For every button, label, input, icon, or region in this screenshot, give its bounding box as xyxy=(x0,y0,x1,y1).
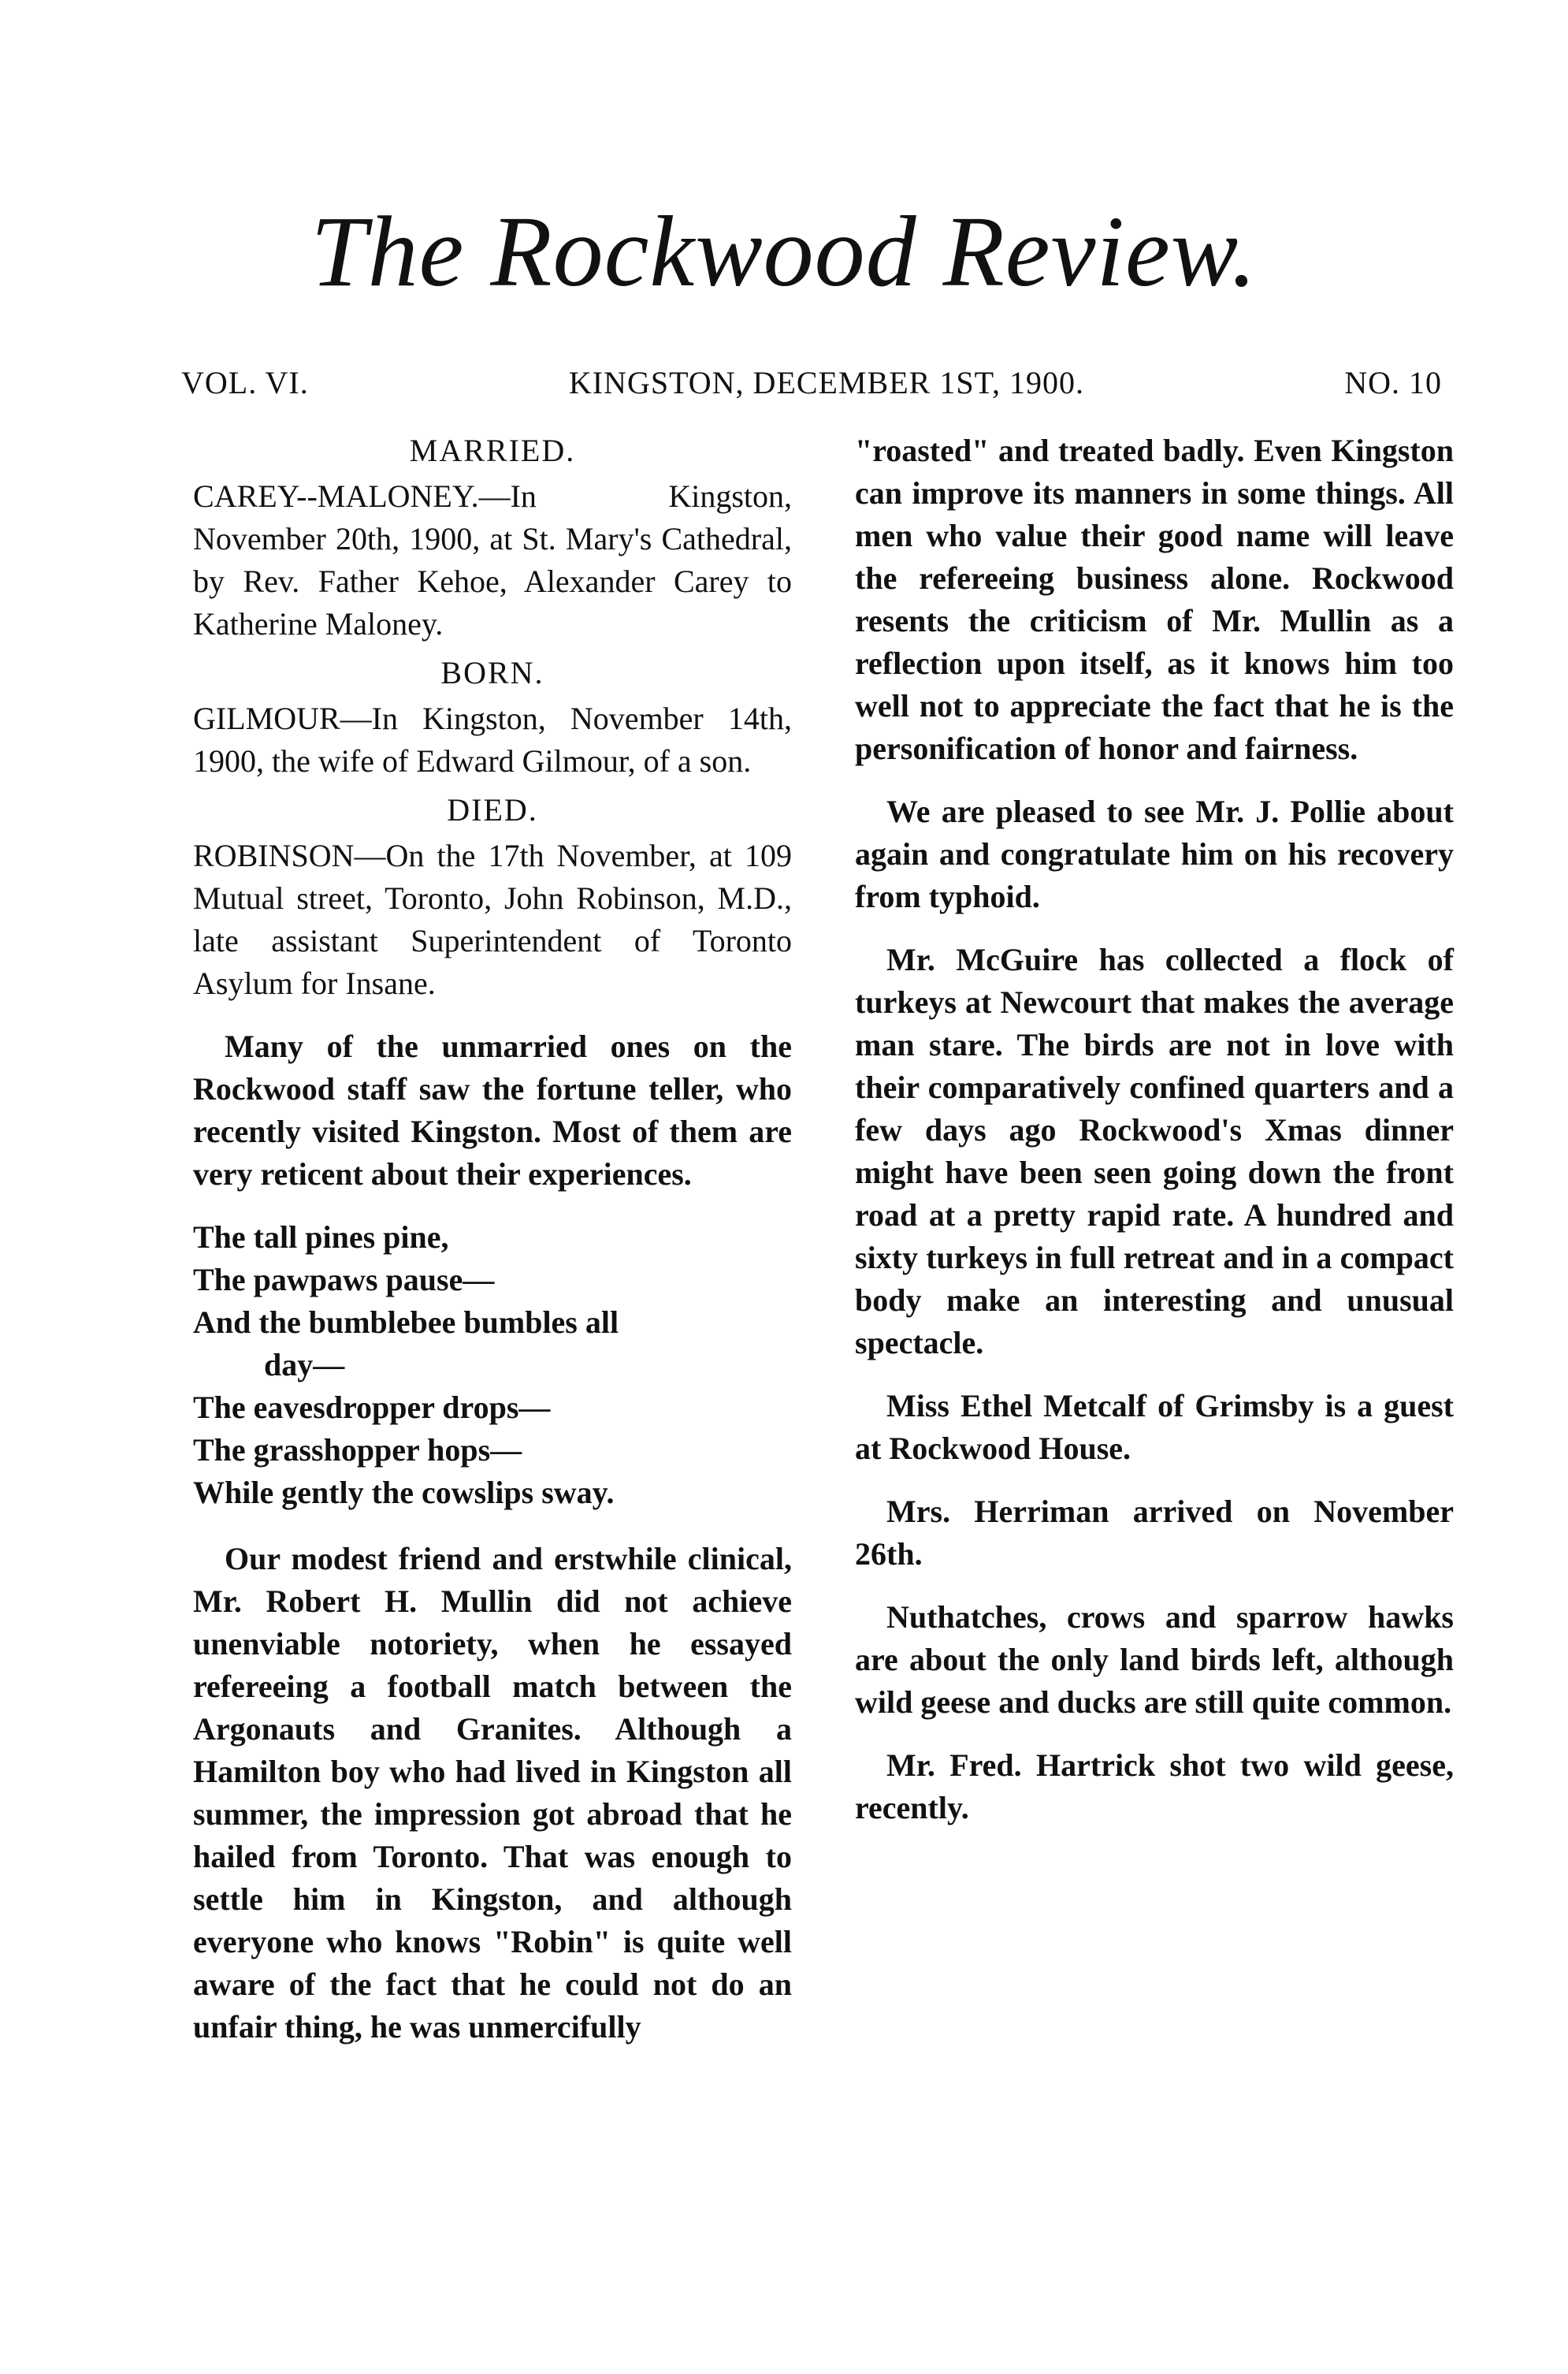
poem-line: The pawpaws pause— xyxy=(193,1262,495,1297)
poem-line: day— xyxy=(264,1347,345,1382)
right-column xyxy=(855,430,1454,1850)
married-names: CAREY--MALONEY. xyxy=(193,478,479,514)
metcalf-paragraph: Miss Ethel Metcalf of Grimsby is a guest at Rockwood House. xyxy=(855,1388,1454,1466)
died-name: ROBINSON xyxy=(193,838,355,873)
mcguire-paragraph: Mr. McGuire has collected a flock of turkeys at Newcourt that makes the average man stare. The birds are not in love with their comparatively confined quarters and a few days ago Rockwood's Xmas dinner might have been seen going down the front road at a pretty rapid rate. A hundred and sixty turkeys in full retreat and in a compact body make an interesting and unusual spectacle. xyxy=(855,942,1454,1360)
died-text: —On the 17th November, at 109 Mutual street, Toronto, John Robinson, M.D., late assistant Superintendent of Toronto Asylum for Insane. xyxy=(193,838,792,1001)
herriman-paragraph: Mrs. Herriman arrived on November 26th. xyxy=(855,1494,1454,1572)
poem-line: The eavesdropper drops— xyxy=(193,1390,551,1425)
poem-line: The grasshopper hops— xyxy=(193,1432,522,1468)
mullin-paragraph-continued: "roasted" and treated badly. Even Kingston can improve its manners in some things. All men who value their good name will leave the refereeing business alone. Rockwood resents the criticism of Mr. Mullin as a reflection upon itself, as it knows him too well not to appreciate the fact that he is the personification of honor and fairness. xyxy=(855,433,1454,766)
born-text: —In Kingston, November 14th, 1900, the wife of Edward Gilmour, of a son. xyxy=(193,701,792,779)
poem-line: And the bumblebee bumbles all xyxy=(193,1304,619,1340)
died-heading: DIED. xyxy=(447,792,538,828)
poem-line: The tall pines pine, xyxy=(193,1219,449,1255)
born-notice xyxy=(193,698,792,783)
nuthatch-paragraph: Nuthatches, crows and sparrow hawks are about the only land birds left, although wild geese and ducks are still quite common. xyxy=(855,1599,1454,1720)
married-heading: MARRIED. xyxy=(409,433,576,468)
married-text: —In Kingston, November 20th, 1900, at St. Mary's Cathedral, by Rev. Father Kehoe, Alexander Carey to Katherine Maloney. xyxy=(193,478,792,642)
issue-number: NO. 10 xyxy=(1344,365,1442,400)
born-name: GILMOUR xyxy=(193,701,340,736)
left-column xyxy=(193,430,792,2069)
hartrick-paragraph: Mr. Fred. Hartrick shot two wild geese, recently. xyxy=(855,1747,1454,1825)
died-notice xyxy=(193,835,792,1005)
place-date: KINGSTON, DECEMBER 1ST, 1900. xyxy=(568,365,1085,400)
volume-label: VOL. VI. xyxy=(181,365,309,400)
masthead-title: The Rockwood Review. xyxy=(310,195,1258,307)
pollie-paragraph: We are pleased to see Mr. J. Pollie about again and congratulate him on his recovery from typhoid. xyxy=(855,794,1454,914)
issue-line xyxy=(181,364,1442,401)
mullin-paragraph: Our modest friend and erstwhile clinical, Mr. Robert H. Mullin did not achieve unenviable notoriety, when he essayed refereeing a football match between the Argonauts and Granites. Although a Hamilton boy who had lived in Kingston all summer, the impression got abroad that he hailed from Toronto. That was enough to settle him in Kingston, and although everyone who knows "Robin" is quite well aware of the fact that he could not do an unfair thing, he was unmercifully xyxy=(193,1541,792,2045)
fortune-teller-paragraph: Many of the unmarried ones on the Rockwood staff saw the fortune teller, who recently visited Kingston. Most of them are very reticent about their experiences. xyxy=(193,1029,792,1192)
poem-line: While gently the cowslips sway. xyxy=(193,1475,615,1510)
poem xyxy=(193,1216,792,1514)
married-notice xyxy=(193,475,792,646)
born-heading: BORN. xyxy=(440,655,544,690)
